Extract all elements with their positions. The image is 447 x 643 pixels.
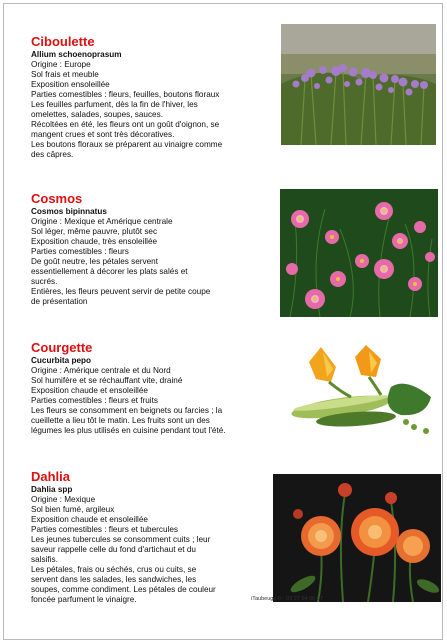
entry-latin-name: Cucurbita pepo <box>31 356 92 365</box>
entry-latin-name: Dahlia spp <box>31 485 73 494</box>
entry-line: omelettes, salades, soupes, sauces. <box>31 110 163 119</box>
entry-line: Origine : Mexique et Amérique centrale <box>31 217 173 226</box>
entry-line: Parties comestibles : fleurs, feuilles, boutons floraux <box>31 90 220 99</box>
entry-line: mangent crues et sont très décoratives. <box>31 130 175 139</box>
entry-line: Exposition ensoleillée <box>31 80 110 89</box>
entry-line: Parties comestibles : fleurs <box>31 247 129 256</box>
entry-latin-name: Allium schoenoprasum <box>31 50 122 59</box>
entry-line: Sol frais et meuble <box>31 70 99 79</box>
entry-line: légumes les plus utilisés en cuisine pendant tout l'été. <box>31 426 226 435</box>
entry-line: des câpres. <box>31 150 74 159</box>
entry-line: Parties comestibles : fleurs et tubercules <box>31 525 178 534</box>
entry-line: cueillette a lieu tôt le matin. Les fruits sont un des <box>31 416 210 425</box>
entry-line: foncée parfument le vinaigre. <box>31 595 137 604</box>
entry-courgette <box>31 340 286 436</box>
entry-line: Sol bien fumé, argileux <box>31 505 115 514</box>
entry-line: de présentation <box>31 297 88 306</box>
entry-line: Récoltées en été, les fleurs ont un goût d'oignon, se <box>31 120 220 129</box>
entry-line: Les jeunes tubercules se consomment cuits ; leur <box>31 535 211 544</box>
entry-line: Exposition chaude et ensoleillée <box>31 515 148 524</box>
footer-text: iTaubeuge.fr · 03 27 64 66 67 <box>251 596 323 602</box>
entry-line: Origine : Mexique <box>31 495 96 504</box>
entry-line: saveur rappelle celle du fond d'artichaut et du <box>31 545 196 554</box>
entry-line: Origine : Amérique centrale et du Nord <box>31 366 171 375</box>
entry-title: Dahlia <box>31 469 71 484</box>
entry-line: salsifis. <box>31 555 58 564</box>
entry-cosmos <box>31 191 286 307</box>
entry-line: Les boutons floraux se préparent au vinaigre comme <box>31 140 223 149</box>
entry-line: Exposition chaude et ensoleillée <box>31 386 148 395</box>
entry-dahlia <box>31 469 286 605</box>
entry-ciboulette <box>31 34 286 160</box>
entry-line: Sol humifère et se réchauffant vite, drainé <box>31 376 183 385</box>
entry-title: Ciboulette <box>31 34 95 49</box>
entry-line: servent dans les salades, les sandwiches, les <box>31 575 197 584</box>
entry-line: Entières, les fleurs peuvent servir de petite coupe <box>31 287 211 296</box>
entry-line: essentiellement à décorer les plats salés et <box>31 267 188 276</box>
entry-latin-name: Cosmos bipinnatus <box>31 207 107 216</box>
entry-line: Les feuilles parfument, dès la fin de l'hiver, les <box>31 100 198 109</box>
entry-line: Exposition chaude, très ensoleillée <box>31 237 158 246</box>
entry-line: Parties comestibles : fleurs et fruits <box>31 396 158 405</box>
entry-line: De goût neutre, les pétales servent <box>31 257 158 266</box>
entry-line: sucrés. <box>31 277 58 286</box>
entry-title: Cosmos <box>31 191 83 206</box>
entry-line: Les pétales, frais ou séchés, crus ou cuits, se <box>31 565 197 574</box>
entry-title: Courgette <box>31 340 93 355</box>
entry-line: soupes, comme condiment. Les pétales de couleur <box>31 585 216 594</box>
dahlia-photo <box>273 474 441 602</box>
document-page <box>3 3 443 640</box>
entry-line: Les fleurs se consomment en beignets ou farcies ; la <box>31 406 223 415</box>
zucchini-photo <box>281 337 437 443</box>
entry-line: Sol léger, même pauvre, plutôt sec <box>31 227 158 236</box>
chives-photo <box>281 24 436 145</box>
cosmos-photo <box>280 189 438 317</box>
entry-line: Origine : Europe <box>31 60 91 69</box>
